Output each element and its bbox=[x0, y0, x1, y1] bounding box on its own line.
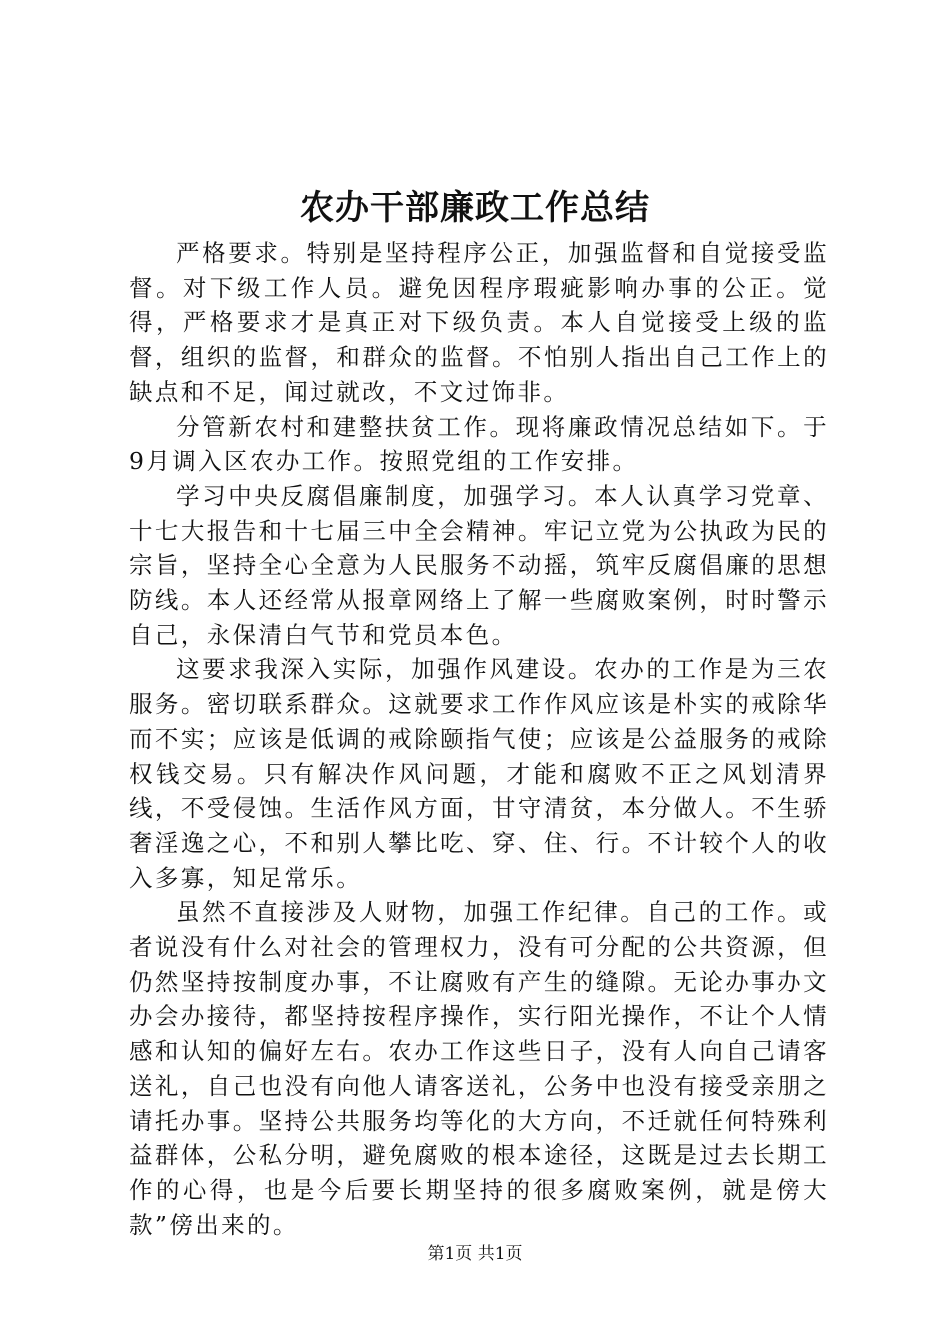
paragraph-3: 学习中央反腐倡廉制度，加强学习。本人认真学习党章、十七大报告和十七届三中全会精神。牢记立党为公执政为民的宗旨，坚持全心全意为人民服务不动摇，筑牢反腐倡廉的思想防线。本人还经常从报章网络上了解一些腐败案例，时时警示自己，永保清白气节和党员本色。 bbox=[129, 481, 829, 649]
paragraph-2: 分管新农村和建整扶贫工作。现将廉政情况总结如下。于9月调入区农办工作。按照党组的工作安排。 bbox=[129, 412, 829, 476]
paragraph-5: 虽然不直接涉及人财物，加强工作纪律。自己的工作。或者说没有什么对社会的管理权力，没有可分配的公共资源，但仍然坚持按制度办事，不让腐败有产生的缝隙。无论办事办文办会办接待，都坚持按程序操作，实行阳光操作，不让个人情感和认知的偏好左右。农办工作这些日子，没有人向自己请客送礼，自己也没有向他人请客送礼，公务中也没有接受亲朋之请托办事。坚持公共服务均等化的大方向，不迁就任何特殊利益群体，公私分明，避免腐败的根本途径，这既是过去长期工作的心得，也是今后要长期坚持的很多腐败案例，就是傍大款”傍出来的。 bbox=[129, 898, 829, 1239]
document-body bbox=[129, 236, 829, 1242]
paragraph-4: 这要求我深入实际，加强作风建设。农办的工作是为三农服务。密切联系群众。这就要求工作作风应该是朴实的戒除华而不实；应该是低调的戒除颐指气使；应该是公益服务的戒除权钱交易。只有解决作风问题，才能和腐败不正之风划清界线，不受侵蚀。生活作风方面，甘守清贫，本分做人。不生骄奢淫逸之心，不和别人攀比吃、穿、住、行。不计较个人的收入多寡，知足常乐。 bbox=[129, 655, 829, 892]
page-number-footer: 第1页 共1页 bbox=[427, 1244, 523, 1264]
document-title: 农办干部廉政工作总结 bbox=[300, 188, 650, 228]
paragraph-1: 严格要求。特别是坚持程序公正，加强监督和自觉接受监督。对下级工作人员。避免因程序瑕疵影响办事的公正。觉得，严格要求才是真正对下级负责。本人自觉接受上级的监督，组织的监督，和群众的监督。不怕别人指出自己工作上的缺点和不足，闻过就改，不文过饰非。 bbox=[129, 239, 829, 406]
